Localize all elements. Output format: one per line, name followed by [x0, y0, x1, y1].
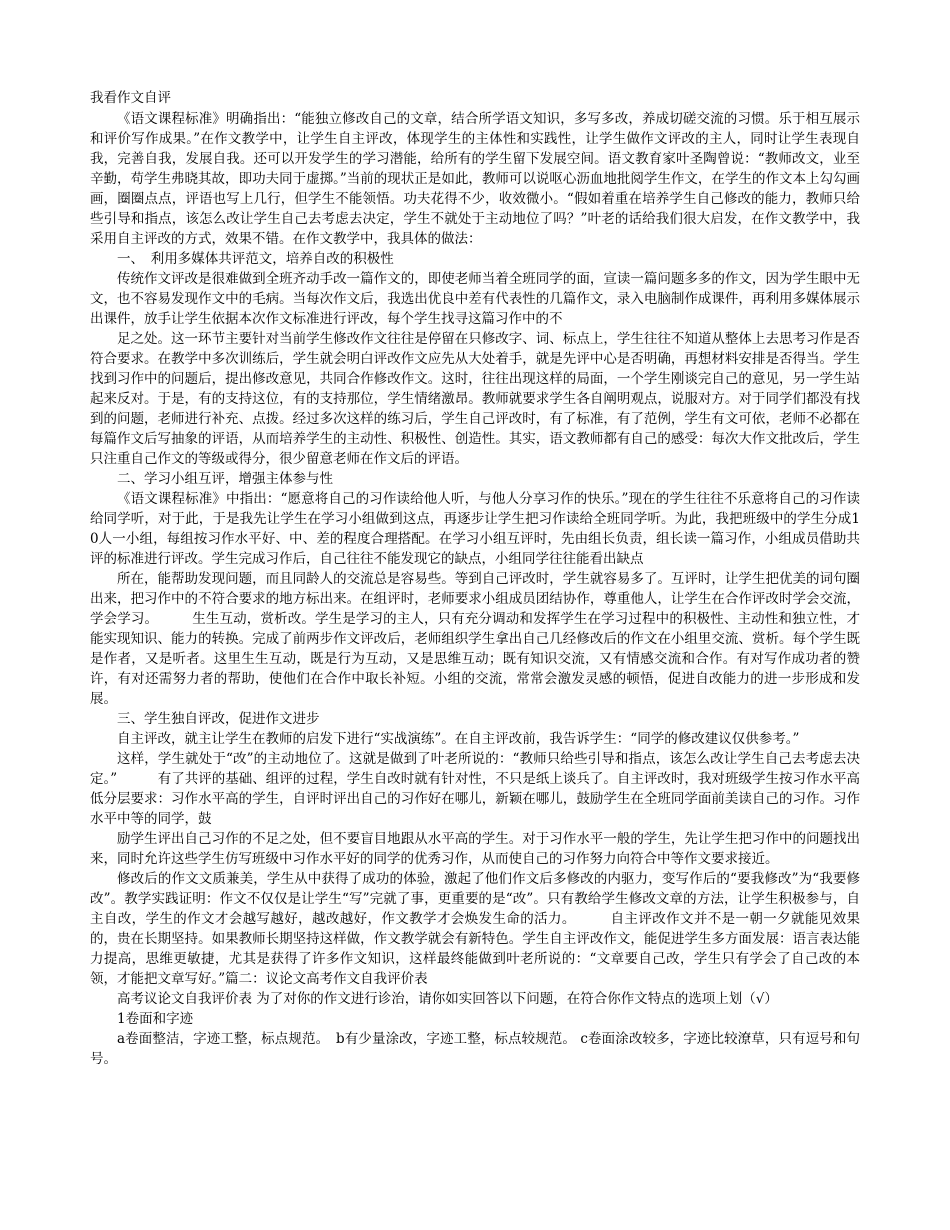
- paragraph-item-1: 1卷面和字迹: [117, 1011, 194, 1027]
- section-heading-3: 三、学生独自评改，促进作文进步: [117, 711, 320, 727]
- document-title: 我看作文自评: [90, 90, 171, 106]
- paragraph-section2-b: 所在，能帮助发现问题，而且同龄人的交流总是容易些。等到自己评改时，学生就容易多了。互评时，让学生把优美的词句圈出来，把习作中的不符合要求的地方标出来。在组评时，老师要求小组成员团结协作，尊重他人，让学生在合作评改时学会交流，学会学习。 生生互动，赏析改。学生是学习的主人，只有充分调动和发挥学生在学习过程中的积极性、主动性和独立性，才能实现知识、能力的转换。完成了前两步作文评改后，老师组织学生拿出自己几经修改后的作文在小组里交流、赏析。每个学生既是作者，又是听者。这里生生互动，既是行为互动，又是思维互动；既有知识交流，又有情感交流和合作。有对写作成功者的赞许，有对还需努力者的帮助，使他们在合作中取长补短。小组的交流，常常会激发灵感的顿悟，促进自改能力的进一步形成和发展。: [90, 571, 860, 707]
- section-heading-2: 二、学习小组互评，增强主体参与性: [117, 471, 333, 487]
- paragraph-section2-a: 《语文课程标准》中指出：“愿意将自己的习作读给他人听，与他人分享习作的快乐。”现在的学生往往不乐意将自己的习作读给同学听，对于此，于是我先让学生在学习小组做到这点，再逐步让学生把习作读给全班同学听。为此，我把班级中的学生分成10人一小组，每组按习作水平好、中、差的程度合理搭配。在学习小组互评时，先由组长负责，组长读一篇习作，小组成员借助共评的标准进行评改。学生完成习作后，自己往往不能发现它的缺点，小组同学往往能看出缺点: [90, 491, 860, 567]
- paragraph-section1-a: 传统作文评改是很难做到全班齐动手改一篇作文的，即使老师当着全班同学的面，宣读一篇问题多多的作文，因为学生眼中无文，也不容易发现作文中的毛病。当每次作文后，我选出优良中差有代表性的几篇作文，录入电脑制作成课件，再利用多媒体展示出课件，放手让学生依据本次作文标准进行评改，每个学生找寻这篇习作中的不: [90, 271, 860, 327]
- paragraph-intro: 《语文课程标准》明确指出：“能独立修改自己的文章，结合所学语文知识，多写多改，养成切磋交流的习惯。乐于相互展示和评价写作成果。”在作文教学中，让学生自主评改，体现学生的主体性和实践性，让学生做作文评改的主人，同时让学生表现自我，完善自我，发展自我。还可以开发学生的学习潜能，给所有的学生留下发展空间。语文教育家叶圣陶曾说：“教师改文，业至辛勤，苟学生弗晓其故，即功夫同于虚掷。”当前的现状正是如此，教师可以说呕心沥血地批阅学生作文，在学生的作文本上勾勾画画，圈圈点点，评语也写上几行，但学生不能领悟。功夫花得不少，收效微小。“假如着重在培养学生自己修改的能力，教师只给些引导和指点，该怎么改让学生自己去考虑去决定，学生不就处于主动地位了吗？”叶老的话给我们很大启发，在作文教学中，我采用自主评改的方式，效果不错。在作文教学中，我具体的做法：: [90, 111, 860, 247]
- paragraph-table-intro: 高考议论文自我评价表 为了对你的作文进行诊治，请你如实回答以下问题，在符合你作文特点的选项上划（√）: [117, 991, 778, 1007]
- paragraph-conclusion: 修改后的作文文质兼美，学生从中获得了成功的体验，激起了他们作文后多修改的内驱力，变写作后的“要我修改”为“我要修改”。教学实践证明：作文不仅仅是让学生“写”完就了事，更重要的是“改”。只有教给学生修改文章的方法，让学生积极参与，自主自改，学生的作文才会越写越好，越改越好，作文教学才会焕发生命的活力。 自主评改作文并不是一朝一夕就能见效果的，贵在长期坚持。如果教师长期坚持这样做，作文教学就会有新特色。学生自主评改作文，能促进学生多方面发展：语言表达能力提高，思维更敏捷，尤其是获得了许多作文知识，这样最终能做到叶老所说的：“文章要自己改，学生只有学会了自己改的本领，才能把文章写好。”篇二：议论文高考作文自我评价表: [90, 871, 860, 987]
- paragraph-item-1-options: a卷面整洁，字迹工整，标点规范。 b有少量涂改，字迹工整，标点较规范。 c卷面涂改较多，字迹比较潦草，只有逗号和句号。: [90, 1031, 860, 1067]
- paragraph-section3-c: 励学生评出自己习作的不足之处，但不要盲目地跟从水平高的学生。对于习作水平一般的学生，先让学生把习作中的问题找出来，同时允许这些学生仿写班级中习作水平好的同学的优秀习作，从而使自己的习作努力向符合中等作文要求接近。: [90, 831, 860, 867]
- section-heading-1: 一、 利用多媒体共评范文，培养自改的积极性: [117, 251, 394, 267]
- paragraph-section3-b: 这样，学生就处于“改”的主动地位了。这就是做到了叶老所说的：“教师只给些引导和指点，该怎么改让学生自己去考虑去决定。” 有了共评的基础、组评的过程，学生自改时就有针对性，不只是纸上谈兵了。自主评改时，我对班级学生按习作水平高低分层要求：习作水平高的学生，自评时评出自己的习作好在哪儿，新颖在哪儿，鼓励学生在全班同学面前美读自己的习作。习作水平中等的同学，鼓: [90, 751, 860, 827]
- paragraph-section3-a: 自主评改，就主让学生在教师的启发下进行“实战演练”。在自主评改前，我告诉学生：“同学的修改建议仅供参考。”: [117, 731, 800, 747]
- paragraph-section1-b: 足之处。这一环节主要针对当前学生修改作文往往是停留在只修改字、词、标点上，学生往往不知道从整体上去思考习作是否符合要求。在教学中多次训练后，学生就会明白评改作文应先从大处着手，就是先评中心是否明确，再想材料安排是否得当。学生找到习作中的问题后，提出修改意见，共同合作修改作文。这时，往往出现这样的局面，一个学生刚谈完自己的意见，另一学生站起来反对。于是，有的支持这位，有的支持那位，学生情绪激昂。教师就要求学生各自阐明观点，说服对方。对于同学们都没有找到的问题，老师进行补充、点拨。经过多次这样的练习后，学生自己评改时，有了标准，有了范例，学生有文可依，老师不必都在每篇作文后写抽象的评语，从而培养学生的主动性、积极性、创造性。其实，语文教师都有自己的感受：每次大作文批改后，学生只注重自己作文的等级或得分，很少留意老师在作文后的评语。: [90, 331, 860, 467]
